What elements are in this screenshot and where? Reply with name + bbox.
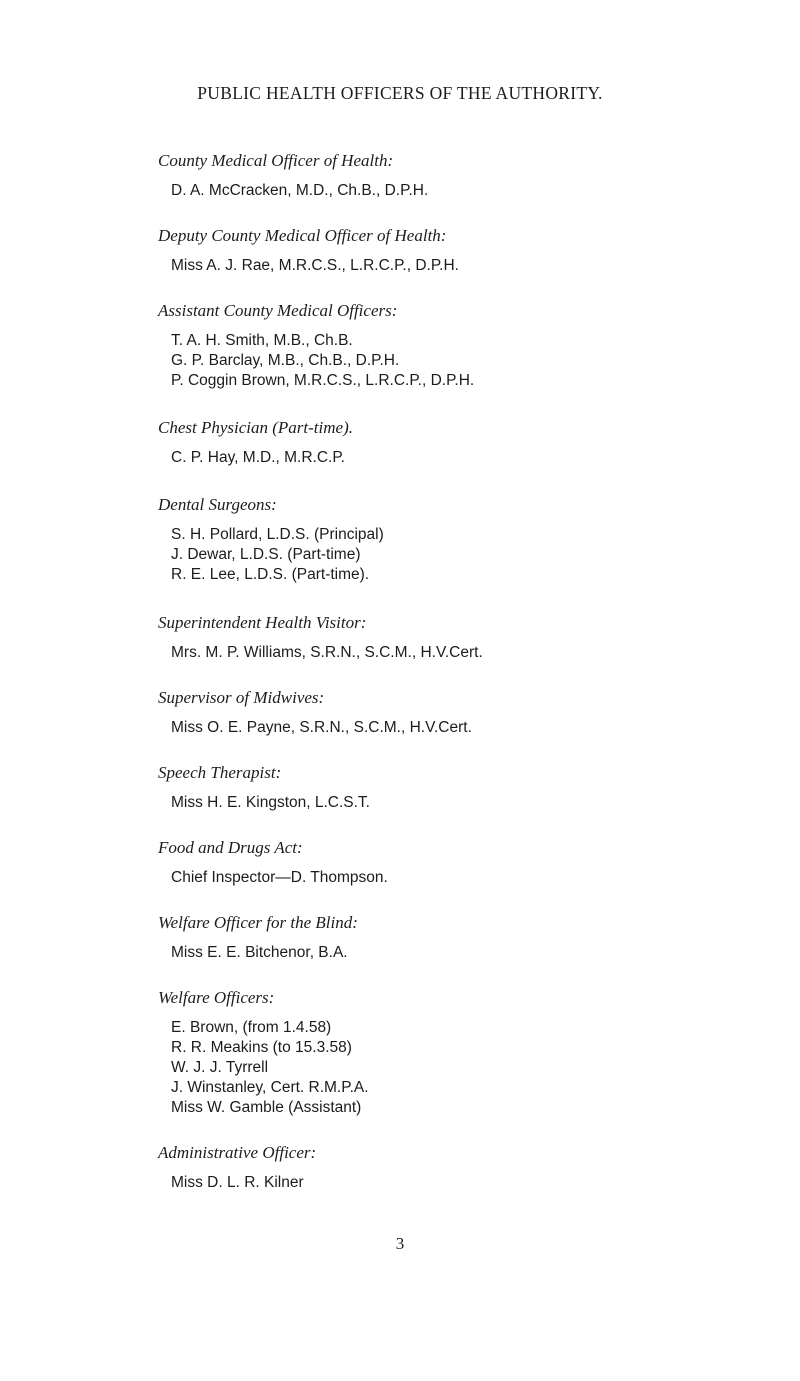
- officer-entry: Chief Inspector—D. Thompson.: [171, 869, 388, 886]
- officer-entry: D. A. McCracken, M.D., Ch.B., D.P.H.: [171, 182, 429, 199]
- officer-entry: P. Coggin Brown, M.R.C.S., L.R.C.P., D.P.H.: [171, 372, 475, 389]
- officer-section: [158, 763, 370, 813]
- section-heading: Assistant County Medical Officers:: [158, 301, 398, 320]
- section-heading: Speech Therapist:: [158, 763, 282, 782]
- officer-entry: Miss E. E. Bitchenor, B.A.: [171, 944, 348, 961]
- officer-section: [158, 913, 358, 963]
- page-number: 3: [395, 1234, 405, 1253]
- section-heading: Dental Surgeons:: [158, 495, 277, 514]
- section-heading: County Medical Officer of Health:: [158, 151, 394, 170]
- officer-section: [158, 226, 459, 276]
- officer-section: [158, 1143, 316, 1193]
- section-heading: Welfare Officer for the Blind:: [158, 913, 358, 932]
- officer-entry: W. J. J. Tyrrell: [171, 1059, 269, 1076]
- officer-entry: Miss W. Gamble (Assistant): [171, 1099, 362, 1116]
- officer-entries: [171, 868, 388, 888]
- officer-entries: [171, 331, 474, 391]
- officer-entry: T. A. H. Smith, M.B., Ch.B.: [171, 332, 353, 349]
- officer-entries: [171, 256, 459, 276]
- section-heading: Welfare Officers:: [158, 988, 275, 1007]
- officer-section: [158, 418, 353, 468]
- officer-entry: G. P. Barclay, M.B., Ch.B., D.P.H.: [171, 352, 400, 369]
- officer-entries: [171, 181, 428, 201]
- officer-entries: [171, 1018, 369, 1118]
- officer-entry: J. Winstanley, Cert. R.M.P.A.: [171, 1079, 369, 1096]
- officer-section: [158, 988, 369, 1118]
- officer-entries: [171, 718, 472, 738]
- officer-entry: C. P. Hay, M.D., M.R.C.P.: [171, 449, 345, 466]
- officer-entries: [171, 525, 384, 585]
- officer-entry: Miss A. J. Rae, M.R.C.S., L.R.C.P., D.P.H.: [171, 257, 459, 274]
- officer-entry: E. Brown, (from 1.4.58): [171, 1019, 332, 1036]
- officer-entries: [171, 793, 370, 813]
- officer-section: [158, 688, 472, 738]
- officer-entry: Mrs. M. P. Williams, S.R.N., S.C.M., H.V.Cert.: [171, 644, 483, 661]
- officer-entry: J. Dewar, L.D.S. (Part-time): [171, 546, 361, 563]
- section-heading: Administrative Officer:: [158, 1143, 317, 1162]
- section-heading: Deputy County Medical Officer of Health:: [158, 226, 447, 245]
- officer-section: [158, 613, 483, 663]
- officer-entry: S. H. Pollard, L.D.S. (Principal): [171, 526, 384, 543]
- section-heading: Food and Drugs Act:: [158, 838, 303, 857]
- section-heading: Chest Physician (Part-time).: [158, 418, 353, 437]
- officer-entry: Miss H. E. Kingston, L.C.S.T.: [171, 794, 370, 811]
- officer-entry: R. E. Lee, L.D.S. (Part-time).: [171, 566, 370, 583]
- section-heading: Supervisor of Midwives:: [158, 688, 325, 707]
- officer-entry: Miss D. L. R. Kilner: [171, 1174, 304, 1191]
- officer-section: [158, 495, 384, 585]
- page-title: PUBLIC HEALTH OFFICERS OF THE AUTHORITY.: [197, 83, 603, 103]
- officer-entries: [171, 943, 358, 963]
- officer-section: [158, 301, 474, 391]
- officer-entries: [171, 1173, 316, 1193]
- officer-section: [158, 838, 388, 888]
- officer-entries: [171, 643, 483, 663]
- officer-entries: [171, 448, 353, 468]
- officer-entry: R. R. Meakins (to 15.3.58): [171, 1039, 352, 1056]
- officer-section: [158, 151, 428, 201]
- section-heading: Superintendent Health Visitor:: [158, 613, 367, 632]
- officer-entry: Miss O. E. Payne, S.R.N., S.C.M., H.V.Cert.: [171, 719, 472, 736]
